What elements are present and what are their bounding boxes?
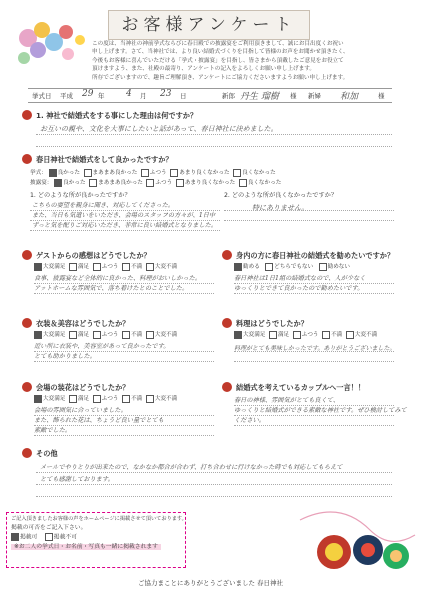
- answer-line: [234, 425, 394, 426]
- bride-suffix: 様: [378, 92, 385, 100]
- q1-question: 1. 神社で結婚式をする事にした理由は何ですか？: [36, 111, 198, 120]
- answer-line-text: とても助かりました。: [34, 353, 96, 360]
- answer-line: [34, 435, 214, 436]
- q2-row-ceremony: [30, 168, 276, 177]
- option-label: 良くなかった: [242, 170, 276, 176]
- checkbox[interactable]: [122, 263, 130, 271]
- flower-icon: [22, 110, 32, 120]
- q7-title: 会場の装花はどうでしたか？: [36, 383, 130, 392]
- checkbox[interactable]: [146, 263, 154, 271]
- answer-line-text: ゆっくりとできて良かったので勧めたいです。: [234, 285, 364, 292]
- checkbox[interactable]: [319, 263, 327, 271]
- q9-answer: [40, 462, 342, 486]
- header-bar: [28, 88, 392, 103]
- checkbox[interactable]: [89, 179, 97, 187]
- option-label: 良かった: [63, 180, 86, 186]
- checkbox[interactable]: [234, 331, 242, 339]
- q9-title: その他: [36, 449, 58, 458]
- answer-line-text: こちらの要望を親身に聞き、対応してくださった。: [32, 202, 175, 209]
- answer-line: [34, 425, 214, 426]
- temari-decoration: [290, 500, 420, 578]
- consent-line1: ご記入頂きましたお客様の声をホームページに掲載させて頂いております。: [11, 516, 187, 522]
- q3-title: ゲストからの感想はどうでしたか？: [36, 251, 151, 260]
- q2-sub1: 1. どのような所が良かったですか？: [30, 192, 131, 199]
- option-label: ふつう: [101, 264, 119, 270]
- checkbox[interactable]: [346, 331, 354, 339]
- answer-line: [36, 484, 392, 485]
- answer-line: [34, 415, 214, 416]
- checkbox[interactable]: [265, 263, 273, 271]
- flower-icon: [22, 318, 32, 328]
- year-value: 29: [82, 89, 94, 99]
- era-label: 平成: [60, 92, 73, 100]
- answer-line-text: 素敵でした。: [34, 427, 72, 434]
- checkbox[interactable]: [233, 169, 241, 177]
- option-label: 不満: [131, 396, 143, 402]
- consent-line2: 掲載の可否をご記入下さい。: [11, 525, 87, 531]
- option-label: 不満: [131, 264, 143, 270]
- option-label: 勧める: [243, 264, 260, 270]
- q7-options: [34, 394, 177, 403]
- checkbox[interactable]: [122, 331, 130, 339]
- flower-icon: [222, 318, 232, 328]
- intro-line: 所存でございますので、趣旨ご理解頂き、アンケートにご協力くださいますようお願い申し上げます。: [92, 74, 349, 81]
- option-label: 勧めない: [327, 264, 350, 270]
- row-label: 挙式：: [30, 170, 47, 176]
- year-unit: 年: [98, 92, 105, 100]
- option-label: 大変満足: [43, 332, 66, 338]
- month-unit: 月: [140, 92, 147, 100]
- q4-answer: [234, 274, 366, 294]
- answer-line: [224, 220, 394, 221]
- option-label: 大変満足: [243, 332, 266, 338]
- checkbox[interactable]: [93, 263, 101, 271]
- q6-title: 料理はどうでしたか？: [236, 319, 308, 328]
- answer-line: [234, 361, 394, 362]
- intro-text: [92, 40, 404, 82]
- checkbox[interactable]: [54, 179, 62, 187]
- answer-line: [234, 283, 394, 284]
- answer-line-text: メールでやりとりが出来たので、なかなか都合が合わず、打ち合わせに行けなかった時でも対応してもらえて: [40, 464, 343, 471]
- option-label: ふつう: [149, 170, 167, 176]
- option-label: 掲載不可: [53, 534, 77, 541]
- q5-title: 衣装＆美容はどうでしたか？: [36, 319, 130, 328]
- option-label: どちらでもない: [274, 264, 314, 270]
- answer-line: [30, 230, 220, 231]
- q6-answer: 料理がとても美味しかったです。ありがとうございました。: [234, 345, 396, 352]
- consent-note: [11, 543, 181, 552]
- flower-icon: [222, 382, 232, 392]
- answer-line: [234, 351, 394, 352]
- checkbox[interactable]: [293, 331, 301, 339]
- q8-answer: [234, 396, 407, 426]
- answer-line: [36, 496, 392, 497]
- option-label: ふつう: [101, 396, 119, 402]
- flower-icon: [22, 448, 32, 458]
- checkbox[interactable]: [93, 331, 101, 339]
- consent-note-text: ※お二人の挙式日・お名前・写真も一緒に掲載されます: [11, 544, 161, 550]
- option-label: 満足: [277, 332, 290, 338]
- checkbox[interactable]: [176, 179, 184, 187]
- checkbox[interactable]: [269, 331, 277, 339]
- checkbox[interactable]: [34, 395, 42, 403]
- q8-title: 結婚式を考えているカップルへ一言！！: [236, 383, 366, 392]
- answer-line-text: 春日の神様、雰囲気がとても良くて、: [234, 397, 340, 404]
- footer-text: ご協力まことにありがとうございました 春日神社: [137, 579, 284, 587]
- intro-line: 申し上げます。さて、当神社では、より良い結婚式づくりを目指して皆様のお声をお聞かせ頂きたく、: [92, 49, 349, 56]
- option-label: 大変不満: [154, 396, 178, 402]
- checkbox[interactable]: [146, 395, 154, 403]
- intro-line: この度は、当神社の神前挙式ならびに春日殿での披露宴をご利用頂きまして、誠にお目出度くお祝い: [92, 41, 344, 47]
- answer-line-text: 近い所に衣装や、美容室があって良かったです。: [34, 343, 170, 350]
- flower-icon: [22, 154, 32, 164]
- checkbox[interactable]: [146, 331, 154, 339]
- consent-box: [6, 512, 186, 568]
- intro-line: 頂けますよう、また、社殿の最寄り、アンケートの記入をよろしくお願い申し上げます。: [92, 66, 315, 73]
- flower-icon: [222, 250, 232, 260]
- q4-title: 身内の方に春日神社の結婚式を勧めたいですか？: [236, 251, 395, 260]
- checkbox[interactable]: [34, 263, 42, 271]
- option-label: 大変満足: [43, 396, 66, 402]
- q4-options: [234, 262, 350, 271]
- q1-answer: お互いの親や、文化を大事にしたいと話があって、春日神社に決めました。: [40, 125, 278, 133]
- answer-line-text: アットホームな雰囲気で、落ち着けたとのことでした。: [34, 285, 189, 292]
- q7-answer: [34, 406, 164, 436]
- answer-line: [34, 293, 214, 294]
- q2-sub1-answer: [32, 201, 222, 231]
- answer-line-text: ずっと気を配りご対応いただき、非常に良い結婚式となりました。: [32, 222, 218, 229]
- option-label: 不満: [331, 332, 343, 338]
- q2-row-reception: [30, 178, 281, 187]
- q5-options: [34, 330, 177, 339]
- q6-options: [234, 330, 377, 339]
- answer-line-text: ゆっくりと結婚式ができる素敵な神社です。ぜひ検討してみて: [234, 407, 407, 414]
- answer-line: [36, 134, 392, 135]
- groom-suffix: 様: [290, 92, 297, 100]
- answer-line-text: 春日神社は1日1組の結婚式なので、人が少なく: [234, 275, 366, 282]
- option-label: ふつう: [301, 332, 319, 338]
- checkbox[interactable]: [170, 169, 178, 177]
- answer-line: [234, 293, 394, 294]
- checkbox[interactable]: [322, 331, 330, 339]
- option-label: あまり良くなかった: [184, 180, 236, 186]
- row-label: 披露宴：: [30, 180, 53, 186]
- answer-line-text: 会場の雰囲気に合っていました。: [34, 407, 127, 414]
- answer-line: [234, 415, 394, 416]
- option-label: 掲載可: [20, 534, 38, 541]
- checkbox[interactable]: [11, 533, 19, 541]
- checkbox[interactable]: [69, 331, 77, 339]
- answer-line-text: また、当日も気遣いをいただき、会場のスタッフの方々が、1日中: [32, 212, 216, 219]
- option-label: 大変不満: [154, 332, 178, 338]
- checkbox[interactable]: [234, 263, 242, 271]
- checkbox[interactable]: [69, 395, 77, 403]
- checkbox[interactable]: [122, 395, 130, 403]
- answer-line: [36, 146, 392, 147]
- answer-line: [34, 351, 214, 352]
- option-label: 満足: [77, 264, 90, 270]
- answer-line: [30, 210, 220, 211]
- option-label: ふつう: [101, 332, 119, 338]
- option-label: まあまあ良かった: [98, 180, 143, 186]
- flower-icon: [22, 382, 32, 392]
- answer-line: [34, 361, 214, 362]
- option-label: 良くなかった: [247, 180, 282, 186]
- checkbox[interactable]: [141, 169, 149, 177]
- ceremony-date-label: 挙式日: [32, 92, 52, 100]
- option-label: 不満: [131, 332, 143, 338]
- q3-options: [34, 262, 177, 271]
- q5-answer: [34, 342, 169, 362]
- flower-decoration: [8, 8, 96, 80]
- checkbox[interactable]: [45, 533, 53, 541]
- bride-name: 和加: [340, 92, 359, 102]
- checkbox[interactable]: [49, 169, 57, 177]
- checkbox[interactable]: [34, 331, 42, 339]
- option-label: まあまあ良かった: [92, 170, 138, 176]
- answer-line: [224, 210, 394, 211]
- page-title: お客様アンケート: [108, 10, 310, 40]
- groom-name: 丹生 瑠樹: [240, 92, 279, 102]
- groom-label: 新郎: [222, 92, 235, 100]
- option-label: 大変満足: [43, 264, 66, 270]
- checkbox[interactable]: [239, 179, 247, 187]
- answer-line-text: また、飾られた花は、ちょうど良い量でとても: [34, 417, 164, 424]
- q2-title: 春日神社で結婚式をして良かったですか？: [36, 155, 173, 164]
- option-label: 大変不満: [354, 332, 378, 338]
- checkbox[interactable]: [84, 169, 92, 177]
- answer-line: [34, 283, 214, 284]
- answer-line-text: 食事、披露宴など全体的に良かった、料理がおいしかった。: [34, 275, 202, 282]
- option-label: あまり良くなかった: [179, 170, 230, 176]
- day-value: 23: [160, 89, 172, 99]
- q2-sub2: 2. どのような所が良くなかったですか？: [224, 192, 338, 199]
- option-label: 良かった: [57, 170, 80, 176]
- intro-line: 今後もお客様に喜んでいただける「挙式・披露宴」を目指し、皆さまから頂戴したご意見をお役立て: [92, 57, 344, 64]
- q3-answer: [34, 274, 201, 294]
- consent-options: [11, 533, 181, 543]
- option-label: 満足: [77, 396, 90, 402]
- checkbox[interactable]: [69, 263, 77, 271]
- answer-line: [36, 472, 392, 473]
- answer-line: [234, 405, 394, 406]
- checkbox[interactable]: [146, 179, 154, 187]
- q2-sub2-answer: 特にありません。: [252, 204, 309, 212]
- answer-line-text: ください。: [234, 417, 265, 424]
- checkbox[interactable]: [93, 395, 101, 403]
- answer-line: [30, 220, 220, 221]
- flower-icon: [22, 250, 32, 260]
- month-value: 4: [126, 89, 132, 99]
- day-unit: 日: [180, 92, 187, 100]
- answer-line-text: とても感謝しております。: [40, 476, 114, 483]
- bride-label: 新婦: [308, 92, 321, 100]
- option-label: ふつう: [155, 180, 173, 186]
- option-label: 満足: [77, 332, 90, 338]
- option-label: 大変不満: [154, 264, 178, 270]
